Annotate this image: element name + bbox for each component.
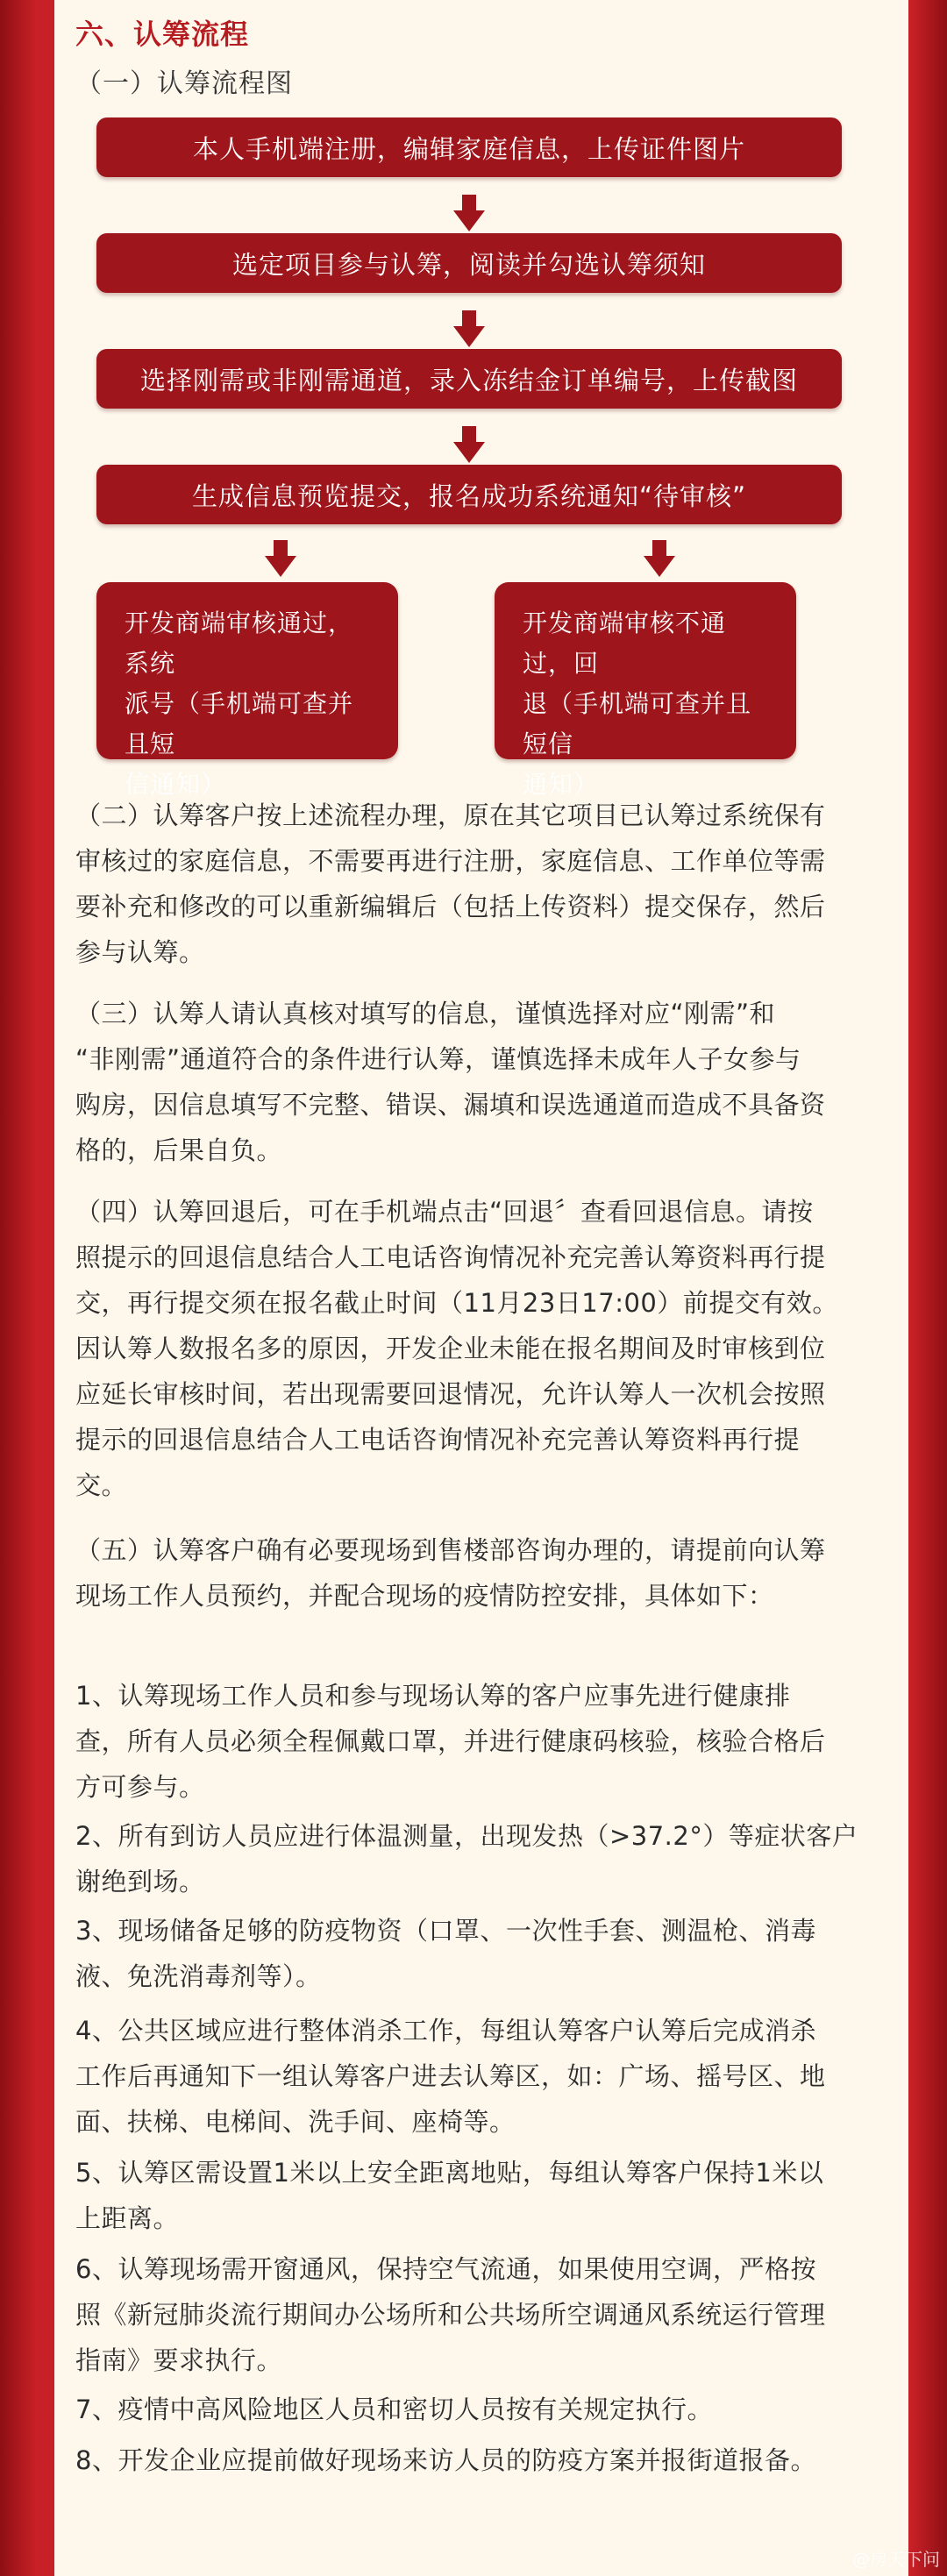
outcome-rejected-line: 通知） — [523, 770, 600, 799]
outcome-approved-line: 信通知） — [125, 770, 227, 799]
text-line: 提示的回退信息结合人工电话咨询情况补充完善认筹资料再行提 — [75, 1425, 801, 1455]
rule-3 — [75, 1908, 891, 1999]
text-line: 应延长审核时间，若出现需要回退情况，允许认筹人一次机会按照 — [75, 1379, 826, 1409]
text-line: 工作后再通知下一组认筹客户进去认筹区，如：广场、摇号区、地 — [75, 2061, 826, 2091]
text-line: “非刚需”通道符合的条件进行认筹，谨慎选择未成年人子女参与 — [75, 1044, 801, 1074]
flowchart-subtitle: （一）认筹流程图 — [75, 68, 293, 99]
paragraph-5 — [75, 1527, 891, 1619]
text-line: （五）认筹客户确有必要现场到售楼部咨询办理的，请提前向认筹 — [75, 1535, 826, 1565]
down-arrow-icon — [453, 426, 485, 463]
flow-step-register: 本人手机端注册，编辑家庭信息，上传证件图片 — [96, 117, 842, 177]
down-arrow-icon — [453, 195, 485, 231]
text-line: 3、现场储备足够的防疫物资（口罩、一次性手套、测温枪、消毒 — [75, 1916, 816, 1946]
text-line: （三）认筹人请认真核对填写的信息，谨慎选择对应“刚需”和 — [75, 999, 776, 1028]
text-line: 上距离。 — [75, 2203, 180, 2233]
text-line: 交，再行提交须在报名截止时间（11月23日17:00）前提交有效。 — [75, 1288, 838, 1318]
text-line: 指南》要求执行。 — [75, 2345, 283, 2375]
section-title: 六、认筹流程 — [75, 18, 250, 51]
text-line: 因认筹人数报名多的原因，开发企业未能在报名期间及时审核到位 — [75, 1334, 826, 1363]
text-line: （四）认筹回退后，可在手机端点击“回退〞查看回退信息。请按 — [75, 1197, 814, 1227]
down-arrow-icon — [453, 310, 485, 347]
text-line: 购房，因信息填写不完整、错误、漏填和误选通道而造成不具备资 — [75, 1090, 826, 1120]
text-line: 6、认筹现场需开窗通风，保持空气流通，如果使用空调，严格按 — [75, 2254, 816, 2284]
text-line: 8、开发企业应提前做好现场来访人员的防疫方案并报街道报备。 — [75, 2445, 816, 2475]
watermark: @房天下问 — [852, 2549, 940, 2570]
text-line: 照提示的回退信息结合人工电话咨询情况补充完善认筹资料再行提 — [75, 1242, 826, 1272]
rule-4 — [75, 2008, 891, 2145]
text-line: 面、扶梯、电梯间、洗手间、座椅等。 — [75, 2107, 516, 2137]
text-line: 2、所有到访人员应进行体温测量，出现发热（>37.2°）等症状客户 — [75, 1821, 858, 1851]
text-line: 4、公共区域应进行整体消杀工作，每组认筹客户认筹后完成消杀 — [75, 2016, 816, 2046]
outcome-rejected-line: 开发商端审核不通过，回 — [523, 608, 727, 678]
text-line: 7、疫情中高风险地区人员和密切人员按有关规定执行。 — [75, 2395, 713, 2424]
text-line: 5、认筹区需设置1米以上安全距离地贴，每组认筹客户保持1米以 — [75, 2158, 824, 2188]
rule-2 — [75, 1813, 891, 1904]
outcome-rejected — [495, 582, 796, 799]
flow-step-submit: 生成信息预览提交，报名成功系统通知“待审核” — [96, 465, 842, 524]
rule-8 — [75, 2437, 891, 2483]
text-line: 审核过的家庭信息，不需要再进行注册，家庭信息、工作单位等需 — [75, 846, 826, 876]
text-line: 1、认筹现场工作人员和参与现场认筹的客户应事先进行健康排 — [75, 1681, 791, 1711]
rule-5 — [75, 2150, 891, 2241]
outcome-approved-line: 派号（手机端可查并且短 — [125, 689, 354, 758]
text-line: 谢绝到场。 — [75, 1867, 205, 1896]
text-line: 要补充和修改的可以重新编辑后（包括上传资料）提交保存，然后 — [75, 892, 826, 922]
text-line: 查，所有人员必须全程佩戴口罩，并进行健康码核验，核验合格后 — [75, 1726, 826, 1756]
down-arrow-icon — [265, 540, 296, 577]
text-line: 液、免洗消毒剂等）。 — [75, 1961, 322, 1991]
text-line: 交。 — [75, 1470, 128, 1500]
outcome-approved-line: 开发商端审核通过，系统 — [125, 608, 354, 678]
text-line: 方可参与。 — [75, 1772, 205, 1802]
paragraph-4 — [75, 1189, 891, 1508]
rule-7 — [75, 2387, 891, 2432]
text-line: 现场工作人员预约，并配合现场的疫情防控安排，具体如下： — [75, 1581, 774, 1611]
text-line: 参与认筹。 — [75, 937, 205, 967]
flow-step-select-project: 选定项目参与认筹，阅读并勾选认筹须知 — [96, 233, 842, 293]
flow-step-choose-channel: 选择刚需或非刚需通道，录入冻结金订单编号，上传截图 — [96, 349, 842, 409]
text-line: 格的，后果自负。 — [75, 1135, 283, 1165]
paragraph-3 — [75, 991, 891, 1173]
rule-6 — [75, 2246, 891, 2383]
outcome-approved — [96, 582, 398, 799]
paragraph-2 — [75, 793, 891, 975]
down-arrow-icon — [644, 540, 675, 577]
text-line: 照《新冠肺炎流行期间办公场所和公共场所空调通风系统运行管理 — [75, 2300, 826, 2330]
text-line: （二）认筹客户按上述流程办理，原在其它项目已认筹过系统保有 — [75, 801, 826, 830]
rule-1 — [75, 1673, 891, 1810]
outcome-rejected-line: 退（手机端可查并且短信 — [523, 689, 752, 758]
